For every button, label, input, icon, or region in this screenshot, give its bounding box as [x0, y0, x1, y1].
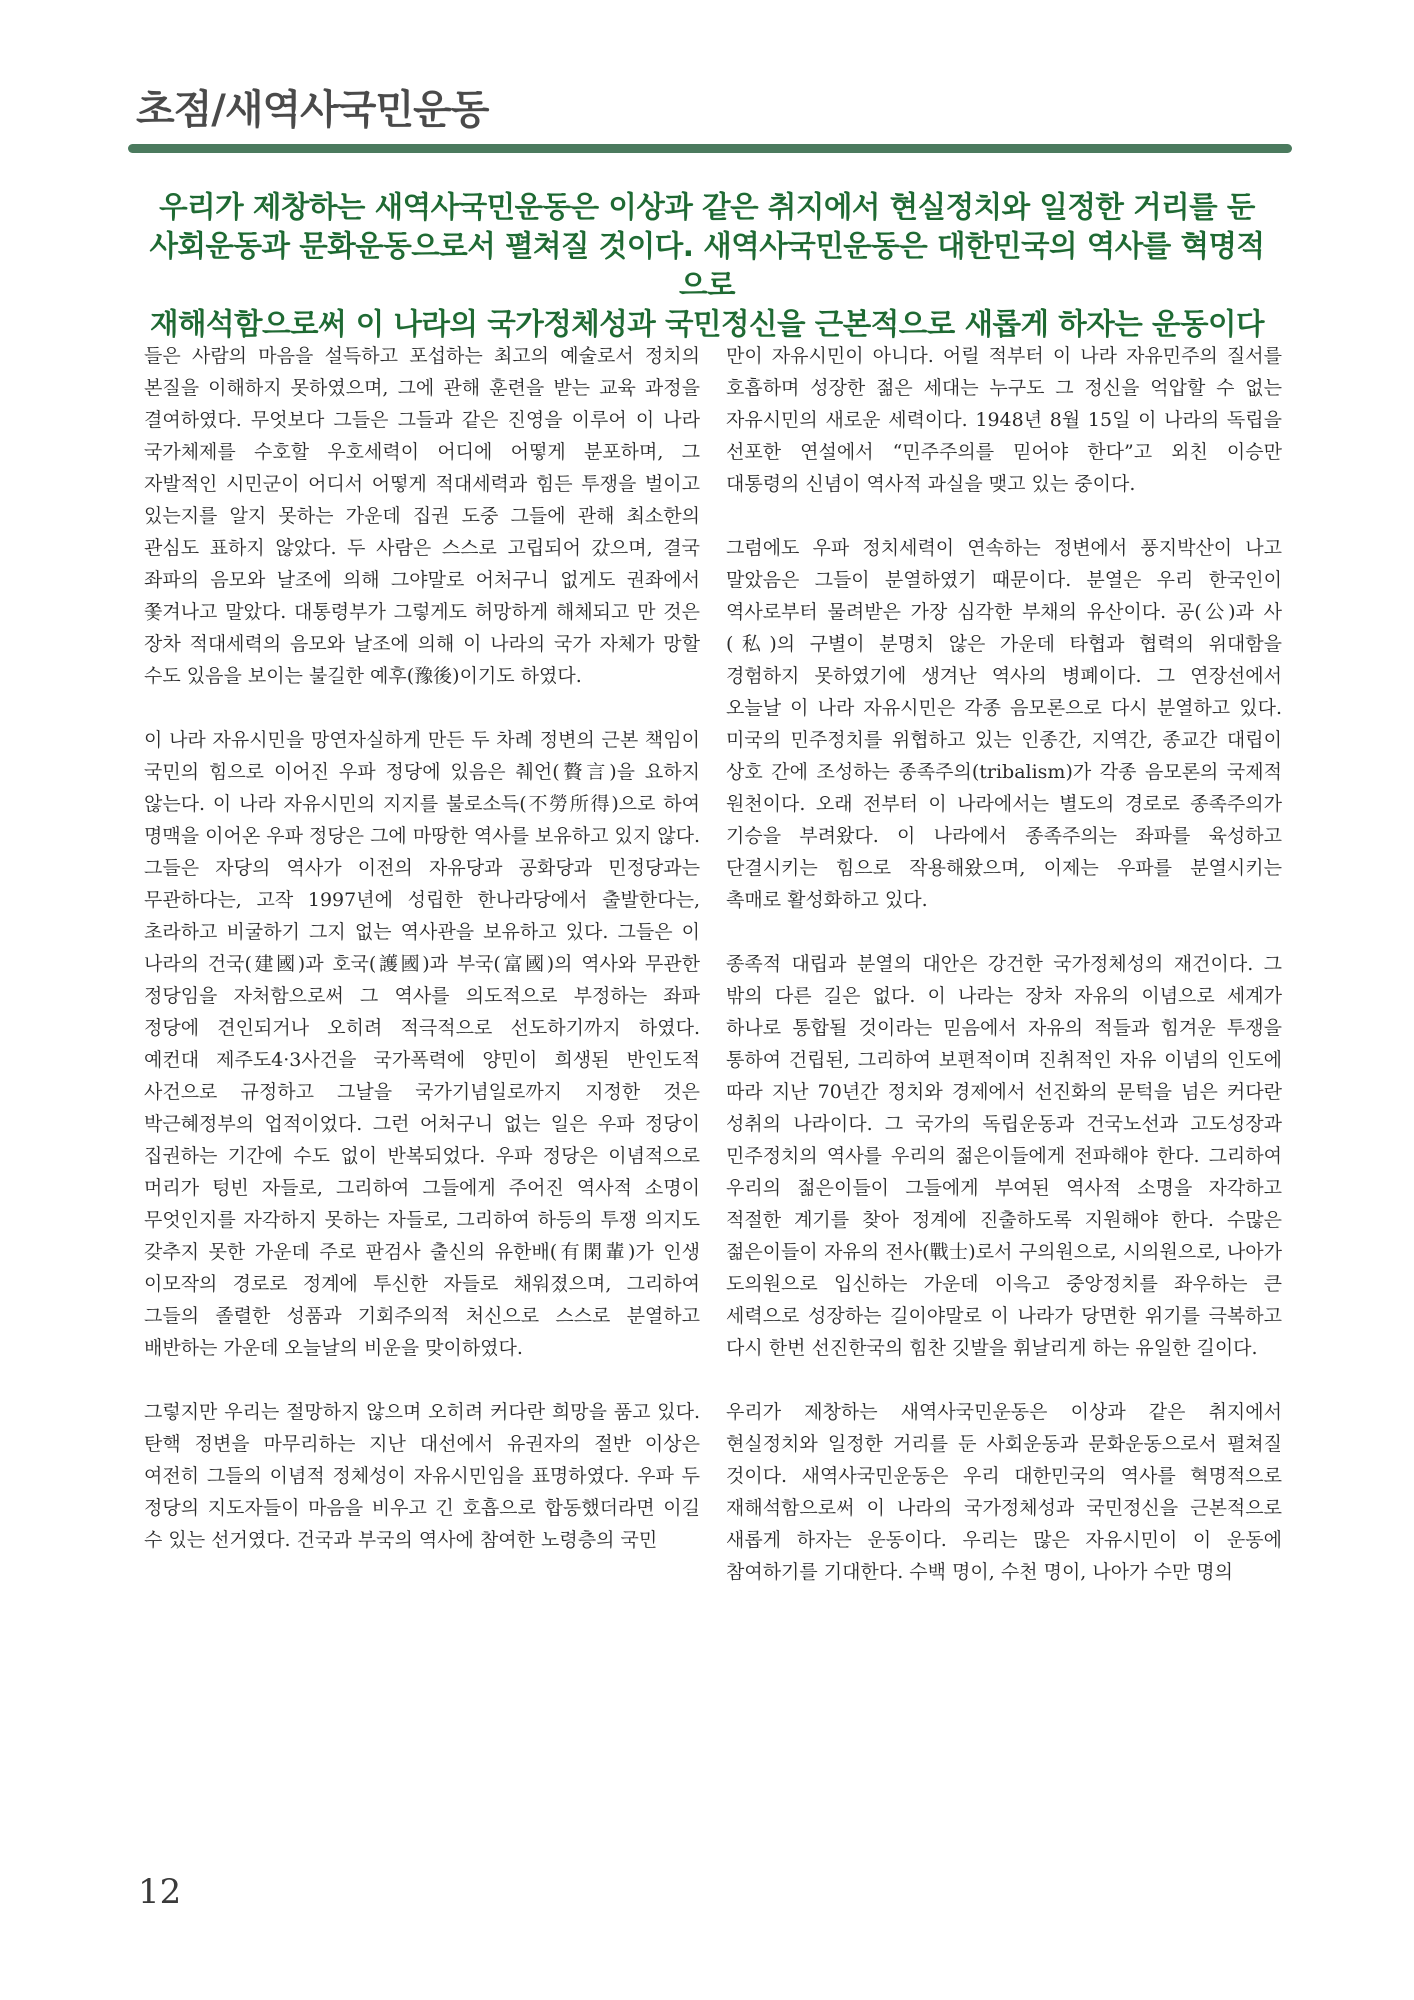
paragraph: 우리가 제창하는 새역사국민운동은 이상과 같은 취지에서 현실정치와 일정한 거리를 둔 사회운동과 문화운동으로서 펼쳐질 것이다. 새역사국민운동은 우리 대한민국의 역사를 혁명적으로 재해석함으로써 이 나라의 국가정체성과 국민정신을 근본적으로 새롭게 하자는 운동이다. 우리는 많은 자유시민이 이 운동에 참여하기를 기대한다. 수백 명이, 수천 명이, 나아가 수만 명의	[726, 1401, 1282, 1583]
lead-line: 재해석함으로써 이 나라의 국가정체성과 국민정신을 근본적으로 새롭게 하자는 운동이다	[149, 307, 1265, 341]
paragraph: 들은 사람의 마음을 설득하고 포섭하는 최고의 예술로서 정치의 본질을 이해하지 못하였으며, 그에 관해 훈련을 받는 교육 과정을 결여하였다. 무엇보다 그들은 그들과 같은 진영을 이루어 이 나라 국가체제를 수호할 우호세력이 어디에 어떻게 분포하며, 그 자발적인 시민군이 어디서 어떻게 적대세력과 힘든 투쟁을 벌이고 있는지를 알지 못하는 가운데 집권 도중 그들에 관해 최소한의 관심도 표하지 않았다. 두 사람은 스스로 고립되어 갔으며, 결국 좌파의 음모와 날조에 의해 그야말로 어처구니 없게도 권좌에서 쫓겨나고 말았다. 대통령부가 그렇게도 허망하게 해체되고 만 것은 장차 적대세력의 음모와 날조에 의해 이 나라의 국가 자체가 망할 수도 있음을 보이는 불길한 예후(豫後)이기도 하였다.	[144, 345, 700, 687]
left-column	[144, 340, 700, 1588]
lead-quote	[136, 188, 1278, 344]
paragraph: 종족적 대립과 분열의 대안은 강건한 국가정체성의 재건이다. 그 밖의 다른 길은 없다. 이 나라는 장차 자유의 이념으로 세계가 하나로 통합될 것이라는 믿음에서 자유의 적들과 힘겨운 투쟁을 통하여 건립된, 그리하여 보편적이며 진취적인 자유 이념의 인도에 따라 지난 70년간 정치와 경제에서 선진화의 문턱을 넘은 커다란 성취의 나라이다. 그 국가의 독립운동과 건국노선과 고도성장과 민주정치의 역사를 우리의 젊은이들에게 전파해야 한다. 그리하여 우리의 젊은이들이 그들에게 부여된 역사적 소명을 자각하고 적절한 계기를 찾아 정계에 진출하도록 지원해야 한다. 수많은 젊은이들이 자유의 전사(戰士)로서 구의원으로, 시의원으로, 나아가 도의원으로 입신하는 가운데 이윽고 중앙정치를 좌우하는 큰 세력으로 성장하는 길이야말로 이 나라가 당면한 위기를 극복하고 다시 한번 선진한국의 힘찬 깃발을 휘날리게 하는 유일한 길이다.	[726, 953, 1282, 1359]
page-number: 12	[138, 1872, 182, 1912]
header-divider	[128, 144, 1292, 153]
paragraph: 만이 자유시민이 아니다. 어릴 적부터 이 나라 자유민주의 질서를 호흡하며 성장한 젊은 세대는 누구도 그 정신을 억압할 수 없는 자유시민의 새로운 세력이다. 1948년 8월 15일 이 나라의 독립을 선포한 연설에서 “민주주의를 믿어야 한다”고 외친 이승만 대통령의 신념이 역사적 과실을 맺고 있는 중이다.	[726, 345, 1282, 495]
lead-line: 사회운동과 문화운동으로서 펼쳐질 것이다. 새역사국민운동은 대한민국의 역사를 혁명적으로	[149, 229, 1265, 302]
paragraph: 그럼에도 우파 정치세력이 연속하는 정변에서 풍지박산이 나고 말았음은 그들이 분열하였기 때문이다. 분열은 우리 한국인이 역사로부터 물려받은 가장 심각한 부채의 유산이다. 공(公)과 사(私)의 구별이 분명치 않은 가운데 타협과 협력의 위대함을 경험하지 못하였기에 생겨난 역사의 병폐이다. 그 연장선에서 오늘날 이 나라 자유시민은 각종 음모론으로 다시 분열하고 있다. 미국의 민주정치를 위협하고 있는 인종간, 지역간, 종교간 대립이 상호 간에 조성하는 종족주의(tribalism)가 각종 음모론의 국제적 원천이다. 오래 전부터 이 나라에서는 별도의 경로로 종족주의가 기승을 부려왔다. 이 나라에서 종족주의는 좌파를 육성하고 단결시키는 힘으로 작용해왔으며, 이제는 우파를 분열시키는 촉매로 활성화하고 있다.	[726, 537, 1282, 911]
paragraph: 그렇지만 우리는 절망하지 않으며 오히려 커다란 희망을 품고 있다. 탄핵 정변을 마무리하는 지난 대선에서 유권자의 절반 이상은 여전히 그들의 이념적 정체성이 자유시민임을 표명하였다. 우파 두 정당의 지도자들이 마음을 비우고 긴 호흡으로 합동했더라면 이길 수 있는 선거였다. 건국과 부국의 역사에 참여한 노령층의 국민	[144, 1401, 700, 1551]
section-title: 초점/새역사국민운동	[136, 87, 489, 133]
paragraph: 이 나라 자유시민을 망연자실하게 만든 두 차례 정변의 근본 책임이 국민의 힘으로 이어진 우파 정당에 있음은 췌언(贅言)을 요하지 않는다. 이 나라 자유시민의 지지를 불로소득(不勞所得)으로 하여 명맥을 이어온 우파 정당은 그에 마땅한 역사를 보유하고 있지 않다. 그들은 자당의 역사가 이전의 자유당과 공화당과 민정당과는 무관하다는, 고작 1997년에 성립한 한나라당에서 출발한다는, 초라하고 비굴하기 그지 없는 역사관을 보유하고 있다. 그들은 이 나라의 건국(建國)과 호국(護國)과 부국(富國)의 역사와 무관한 정당임을 자처함으로써 그 역사를 의도적으로 부정하는 좌파 정당에 견인되거나 오히려 적극적으로 선도하기까지 하였다. 예컨대 제주도4·3사건을 국가폭력에 양민이 희생된 반인도적 사건으로 규정하고 그날을 국가기념일로까지 지정한 것은 박근혜정부의 업적이었다. 그런 어처구니 없는 일은 우파 정당이 집권하는 기간에 수도 없이 반복되었다. 우파 정당은 이념적으로 머리가 텅빈 자들로, 그리하여 그들에게 주어진 역사적 소명이 무엇인지를 자각하지 못하는 자들로, 그리하여 하등의 투쟁 의지도 갖추지 못한 가운데 주로 판검사 출신의 유한배(有閑輩)가 인생 이모작의 경로로 정계에 투신한 자들로 채워졌으며, 그리하여 그들의 졸렬한 성품과 기회주의적 처신으로 스스로 분열하고 배반하는 가운데 오늘날의 비운을 맞이하였다.	[144, 729, 700, 1359]
right-column	[726, 340, 1282, 1620]
lead-line: 우리가 제창하는 새역사국민운동은 이상과 같은 취지에서 현실정치와 일정한 거리를 둔	[159, 190, 1255, 224]
